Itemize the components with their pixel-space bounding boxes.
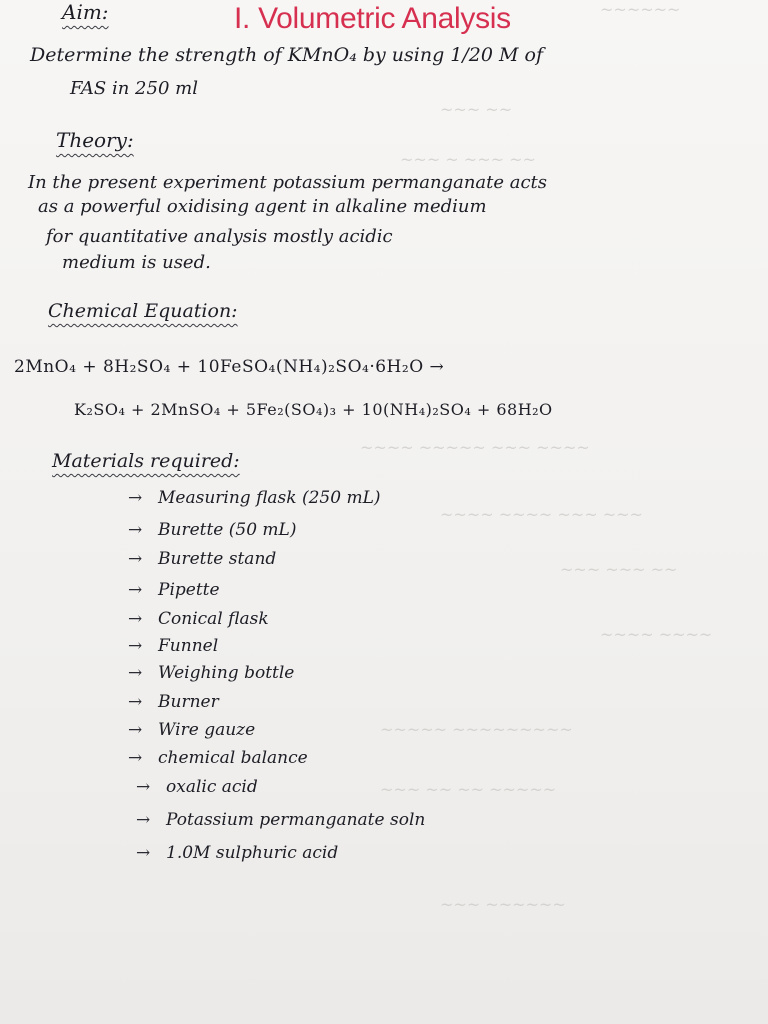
arrow-icon: → xyxy=(128,520,143,540)
theory-line-3: for quantitative analysis mostly acidic xyxy=(46,226,393,247)
bleed-through-text: ~~~~~ ~~~~~~~~~ xyxy=(380,720,573,739)
theory-line-4: medium is used. xyxy=(62,252,211,273)
material-item xyxy=(128,748,308,768)
arrow-icon: → xyxy=(136,843,151,863)
material-item-label: Weighing bottle xyxy=(158,663,295,683)
material-item xyxy=(128,692,219,712)
material-item xyxy=(136,777,258,797)
arrow-icon: → xyxy=(128,488,143,508)
arrow-icon: → xyxy=(136,777,151,797)
material-item-label: Funnel xyxy=(158,636,219,656)
arrow-icon: → xyxy=(136,810,151,830)
material-item-label: Burette stand xyxy=(158,549,277,569)
material-item-label: chemical balance xyxy=(158,748,308,768)
theory-heading: Theory: xyxy=(56,128,134,152)
page-title: I. Volumetric Analysis xyxy=(234,2,511,35)
material-item xyxy=(128,609,269,629)
material-item xyxy=(128,580,220,600)
bleed-through-text: ~~~~ ~~~~ xyxy=(600,625,713,644)
material-item-label: Burner xyxy=(158,692,219,712)
bleed-through-text: ~~~ ~~~ ~~ xyxy=(560,560,678,579)
material-item xyxy=(128,636,218,656)
material-item-label: Potassium permanganate soln xyxy=(166,810,426,830)
bleed-through-text: ~~~~ ~~~~ ~~~ ~~~ xyxy=(440,505,643,524)
material-item xyxy=(136,810,425,830)
arrow-icon: → xyxy=(128,663,143,683)
material-item-label: oxalic acid xyxy=(166,777,258,797)
aim-line-2: FAS in 250 ml xyxy=(70,78,198,99)
theory-line-2: as a powerful oxidising agent in alkaline medium xyxy=(38,196,487,217)
arrow-icon: → xyxy=(128,692,143,712)
arrow-icon: → xyxy=(128,636,143,656)
equation-line-1: 2MnO₄ + 8H₂SO₄ + 10FeSO₄(NH₄)₂SO₄·6H₂O → xyxy=(14,357,445,377)
material-item-label: Pipette xyxy=(158,580,220,600)
bleed-through-text: ~~~ ~~ xyxy=(440,100,513,119)
aim-heading: Aim: xyxy=(62,0,109,24)
material-item-label: Conical flask xyxy=(158,609,269,629)
arrow-icon: → xyxy=(128,720,143,740)
material-item-label: 1.0M sulphuric acid xyxy=(166,843,339,863)
material-item xyxy=(136,843,338,863)
bleed-through-text: ~~~~~~ xyxy=(600,0,681,19)
bleed-through-text: ~~~~ ~~~~~ ~~~ ~~~~ xyxy=(360,438,590,457)
aim-line-1: Determine the strength of KMnO₄ by using 1/20 M of xyxy=(30,44,543,66)
arrow-icon: → xyxy=(128,549,143,569)
material-item-label: Wire gauze xyxy=(158,720,256,740)
chemical-equation-heading: Chemical Equation: xyxy=(48,300,238,322)
bleed-through-text: ~~~ ~ ~~~ ~~ xyxy=(400,150,536,169)
arrow-icon: → xyxy=(128,748,143,768)
theory-line-1: In the present experiment potassium permanganate acts xyxy=(28,172,548,193)
material-item xyxy=(128,663,294,683)
arrow-icon: → xyxy=(128,580,143,600)
bleed-through-text: ~~~ ~~ ~~ ~~~~~ xyxy=(380,780,557,799)
materials-heading: Materials required: xyxy=(52,450,240,472)
material-item xyxy=(128,488,381,508)
material-item-label: Burette (50 mL) xyxy=(158,520,297,540)
bleed-through-text: ~~~ ~~~~~~ xyxy=(440,895,566,914)
material-item xyxy=(128,720,255,740)
equation-line-2: K₂SO₄ + 2MnSO₄ + 5Fe₂(SO₄)₃ + 10(NH₄)₂SO₄ + 68H₂O xyxy=(74,400,553,419)
material-item xyxy=(128,549,276,569)
arrow-icon: → xyxy=(128,609,143,629)
material-item xyxy=(128,520,296,540)
material-item-label: Measuring flask (250 mL) xyxy=(158,488,381,508)
